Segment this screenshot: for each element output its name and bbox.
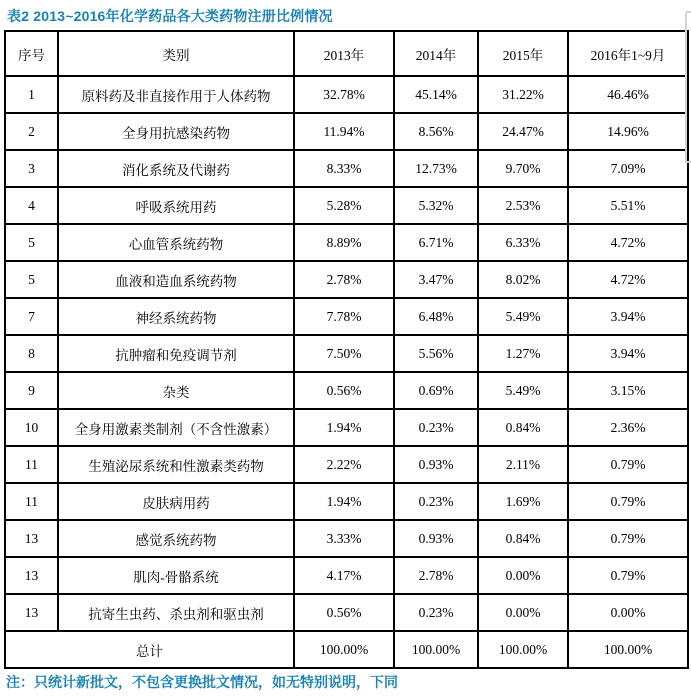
header-cell-2014: 2014年: [394, 31, 478, 76]
row-value-cell: 0.69%: [394, 372, 478, 409]
row-value-cell: 8.56%: [394, 113, 478, 150]
adjacent-frame-edge: [685, 11, 691, 163]
row-number-cell: 8: [5, 335, 58, 372]
row-value-cell: 0.00%: [478, 557, 568, 594]
table-row: [5, 520, 688, 557]
row-value-cell: 4.17%: [294, 557, 394, 594]
row-value-cell: 3.15%: [568, 372, 688, 409]
row-value-cell: 5.56%: [394, 335, 478, 372]
header-cell-2013: 2013年: [294, 31, 394, 76]
header-cell-2016: 2016年1~9月: [568, 31, 688, 76]
row-value-cell: 4.72%: [568, 261, 688, 298]
table-row: [5, 409, 688, 446]
table-row: [5, 557, 688, 594]
row-value-cell: 1.94%: [294, 409, 394, 446]
table-row: [5, 298, 688, 335]
row-value-cell: 0.79%: [568, 520, 688, 557]
row-number-cell: 13: [5, 520, 58, 557]
header-cell-2015: 2015年: [478, 31, 568, 76]
row-value-cell: 45.14%: [394, 76, 478, 113]
total-row: [5, 631, 688, 668]
row-value-cell: 0.23%: [394, 483, 478, 520]
row-number-cell: 13: [5, 557, 58, 594]
row-category-cell: 抗肿瘤和免疫调节剂: [58, 335, 294, 372]
row-value-cell: 4.72%: [568, 224, 688, 261]
row-value-cell: 46.46%: [568, 76, 688, 113]
row-value-cell: 5.51%: [568, 187, 688, 224]
row-value-cell: 0.93%: [394, 446, 478, 483]
row-category-cell: 全身用抗感染药物: [58, 113, 294, 150]
row-value-cell: 2.22%: [294, 446, 394, 483]
table-footer: [5, 631, 688, 668]
row-value-cell: 5.32%: [394, 187, 478, 224]
row-category-cell: 心血管系统药物: [58, 224, 294, 261]
row-category-cell: 抗寄生虫药、杀虫剂和驱虫剂: [58, 594, 294, 631]
table-row: [5, 224, 688, 261]
table-row: [5, 335, 688, 372]
row-value-cell: 0.79%: [568, 483, 688, 520]
row-number-cell: 5: [5, 261, 58, 298]
total-value-cell: 100.00%: [478, 631, 568, 668]
row-value-cell: 0.23%: [394, 409, 478, 446]
row-category-cell: 全身用激素类制剂（不含性激素）: [58, 409, 294, 446]
row-value-cell: 7.09%: [568, 150, 688, 187]
row-value-cell: 2.11%: [478, 446, 568, 483]
row-category-cell: 消化系统及代谢药: [58, 150, 294, 187]
row-value-cell: 14.96%: [568, 113, 688, 150]
row-value-cell: 0.79%: [568, 557, 688, 594]
row-number-cell: 7: [5, 298, 58, 335]
row-category-cell: 原料药及非直接作用于人体药物: [58, 76, 294, 113]
row-value-cell: 32.78%: [294, 76, 394, 113]
row-value-cell: 5.28%: [294, 187, 394, 224]
header-cell-category: 类别: [58, 31, 294, 76]
row-value-cell: 6.33%: [478, 224, 568, 261]
footnote: 注：只统计新批文，不包含更换批文情况，如无特别说明，下同: [6, 674, 398, 690]
row-value-cell: 5.49%: [478, 372, 568, 409]
row-number-cell: 4: [5, 187, 58, 224]
row-value-cell: 1.69%: [478, 483, 568, 520]
row-category-cell: 皮肤病用药: [58, 483, 294, 520]
row-value-cell: 11.94%: [294, 113, 394, 150]
row-number-cell: 1: [5, 76, 58, 113]
row-value-cell: 7.50%: [294, 335, 394, 372]
row-value-cell: 8.02%: [478, 261, 568, 298]
row-value-cell: 1.94%: [294, 483, 394, 520]
row-value-cell: 8.89%: [294, 224, 394, 261]
table-row: [5, 187, 688, 224]
row-value-cell: 12.73%: [394, 150, 478, 187]
row-value-cell: 0.84%: [478, 520, 568, 557]
row-category-cell: 肌肉-骨骼系统: [58, 557, 294, 594]
row-number-cell: 10: [5, 409, 58, 446]
row-category-cell: 感觉系统药物: [58, 520, 294, 557]
total-value-cell: 100.00%: [294, 631, 394, 668]
table-header: [5, 31, 688, 76]
table-row: [5, 261, 688, 298]
row-value-cell: 3.94%: [568, 298, 688, 335]
row-number-cell: 11: [5, 446, 58, 483]
row-value-cell: 9.70%: [478, 150, 568, 187]
row-category-cell: 生殖泌尿系统和性激素类药物: [58, 446, 294, 483]
row-value-cell: 0.56%: [294, 372, 394, 409]
table-row: [5, 113, 688, 150]
row-value-cell: 3.94%: [568, 335, 688, 372]
row-number-cell: 3: [5, 150, 58, 187]
header-cell-no: 序号: [5, 31, 58, 76]
row-value-cell: 0.79%: [568, 446, 688, 483]
table-row: [5, 150, 688, 187]
table-title: 表2 2013~2016年化学药品各大类药物注册比例情况: [7, 8, 333, 24]
row-category-cell: 神经系统药物: [58, 298, 294, 335]
row-value-cell: 0.23%: [394, 594, 478, 631]
row-value-cell: 7.78%: [294, 298, 394, 335]
row-value-cell: 2.36%: [568, 409, 688, 446]
row-number-cell: 5: [5, 224, 58, 261]
row-category-cell: 杂类: [58, 372, 294, 409]
row-value-cell: 1.27%: [478, 335, 568, 372]
row-category-cell: 血液和造血系统药物: [58, 261, 294, 298]
row-value-cell: 5.49%: [478, 298, 568, 335]
total-value-cell: 100.00%: [394, 631, 478, 668]
row-value-cell: 2.78%: [394, 557, 478, 594]
row-value-cell: 0.00%: [478, 594, 568, 631]
row-value-cell: 0.93%: [394, 520, 478, 557]
row-value-cell: 8.33%: [294, 150, 394, 187]
row-number-cell: 2: [5, 113, 58, 150]
row-number-cell: 11: [5, 483, 58, 520]
row-category-cell: 呼吸系统用药: [58, 187, 294, 224]
table-body: [5, 76, 688, 631]
row-value-cell: 0.56%: [294, 594, 394, 631]
row-value-cell: 31.22%: [478, 76, 568, 113]
row-value-cell: 0.84%: [478, 409, 568, 446]
row-number-cell: 13: [5, 594, 58, 631]
table-row: [5, 483, 688, 520]
total-label-cell: 总计: [5, 631, 294, 668]
row-value-cell: 3.33%: [294, 520, 394, 557]
row-value-cell: 0.00%: [568, 594, 688, 631]
row-value-cell: 2.78%: [294, 261, 394, 298]
row-number-cell: 9: [5, 372, 58, 409]
row-value-cell: 6.71%: [394, 224, 478, 261]
row-value-cell: 24.47%: [478, 113, 568, 150]
row-value-cell: 3.47%: [394, 261, 478, 298]
header-row: [5, 31, 688, 76]
table-row: [5, 446, 688, 483]
table-row: [5, 594, 688, 631]
row-value-cell: 2.53%: [478, 187, 568, 224]
row-value-cell: 6.48%: [394, 298, 478, 335]
table-row: [5, 372, 688, 409]
total-value-cell: 100.00%: [568, 631, 688, 668]
table-row: [5, 76, 688, 113]
registration-ratio-table: [4, 30, 689, 669]
